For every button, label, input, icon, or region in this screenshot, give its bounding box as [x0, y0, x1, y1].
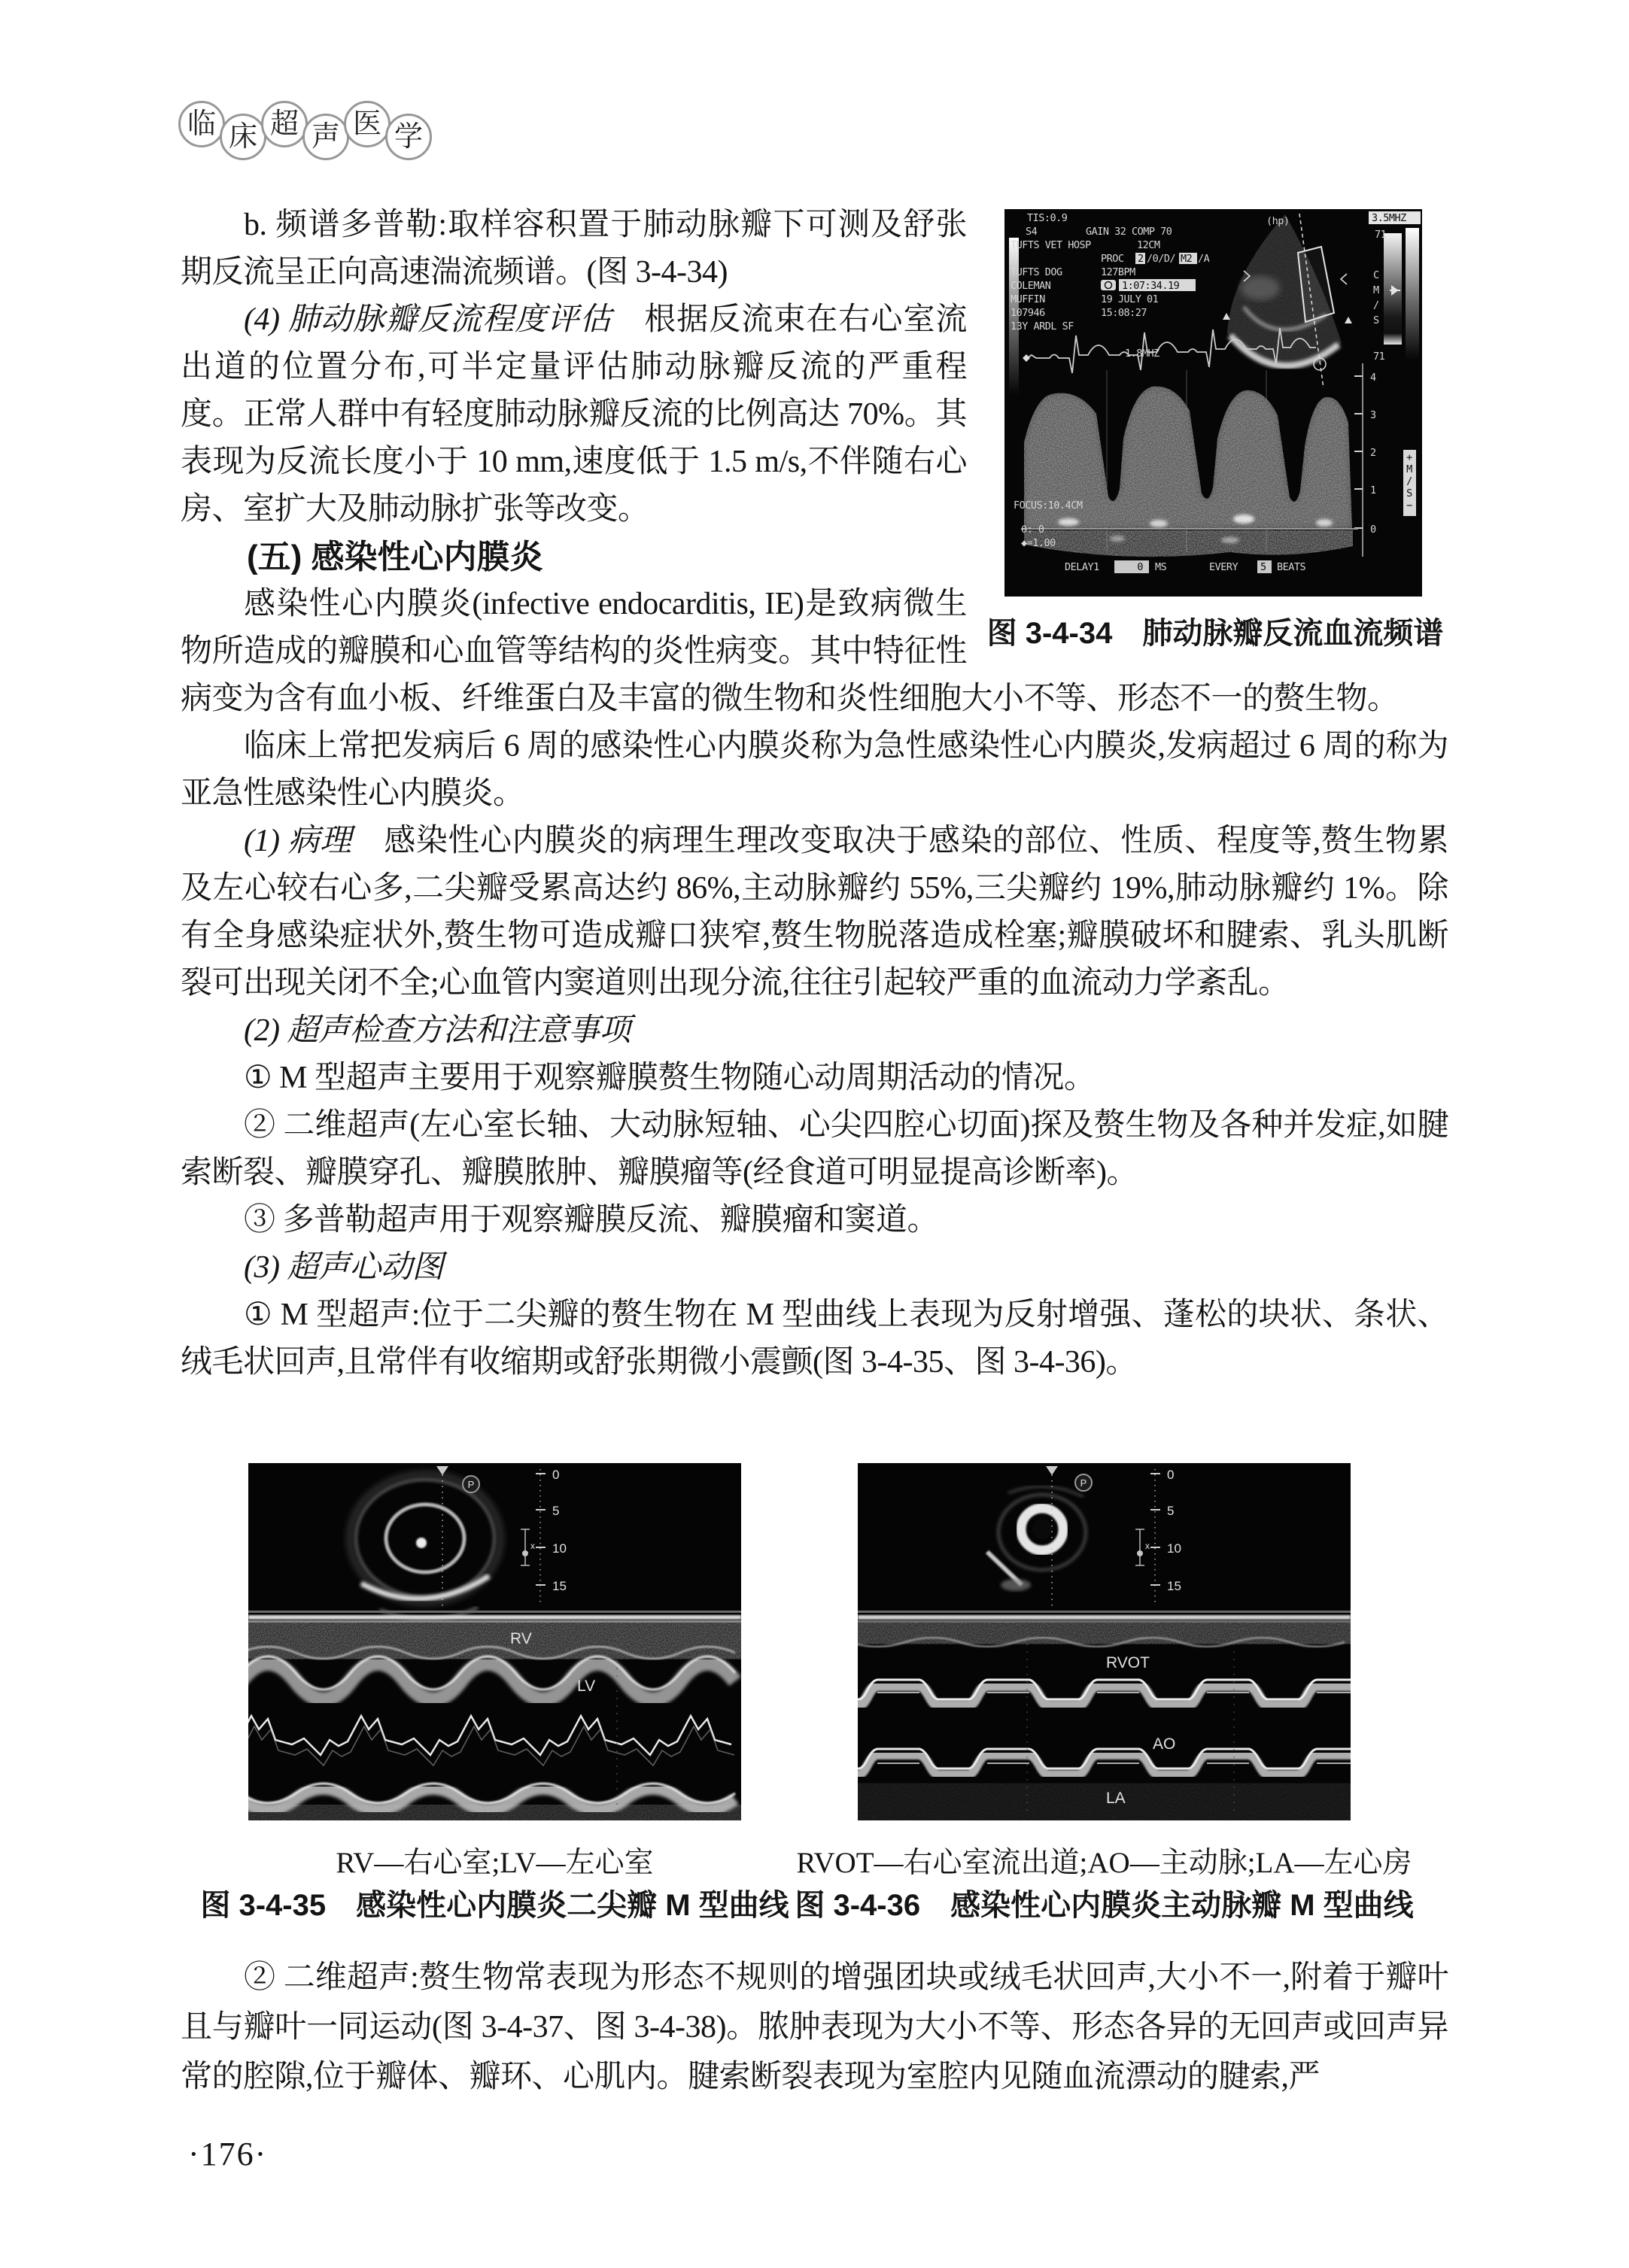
- svg-text:0: 0: [552, 1468, 560, 1482]
- image-divider: [858, 1611, 1351, 1613]
- ao-label: AO: [1153, 1735, 1176, 1753]
- la-label: LA: [1106, 1790, 1126, 1807]
- gain-bottom-value: 71: [1373, 351, 1385, 363]
- paragraph-text: ③ 多普勒超声用于观察瓣膜反流、瓣膜瘤和窦道。: [244, 1203, 939, 1237]
- figure-3-4-34-caption: 图 3-4-34 肺动脉瓣反流血流频谱: [986, 617, 1444, 650]
- gain-top-value: 71: [1375, 229, 1387, 241]
- patient-name: MUFFIN: [1011, 293, 1045, 305]
- probe-value: S4: [1026, 226, 1038, 238]
- caliper-label: x: [530, 1541, 535, 1551]
- paragraph-m-mode-use: [181, 1055, 1448, 1102]
- svg-text:3: 3: [1370, 409, 1376, 421]
- subheading-1: (1) 病理: [244, 824, 352, 858]
- figure-3-4-36-caption: 图 3-4-36 感染性心内膜炎主动脉瓣 M 型曲线: [795, 1889, 1414, 1922]
- figure-3-4-34: [982, 202, 1448, 674]
- svg-text:10: 10: [1167, 1541, 1181, 1556]
- proc-seg3: M2: [1181, 253, 1193, 265]
- figure-3-4-35: [200, 1463, 789, 1923]
- paragraph-text: 临床上常把发病后 6 周的感染性心内膜炎称为急性感染性心内膜炎,发病超过 6 周的称为亚急性感染性心内膜炎。: [181, 729, 1448, 811]
- figures-row: [181, 1463, 1448, 1960]
- delay-label: DELAY1: [1065, 561, 1099, 573]
- beats-unit: BEATS: [1277, 561, 1306, 573]
- owner-name: COLEMAN: [1011, 280, 1051, 292]
- svg-text:M: M: [1406, 463, 1412, 475]
- paragraph-doppler-use: [181, 1197, 1448, 1244]
- figure-3-4-35-legend: RV—右心室;LV—左心室: [336, 1847, 654, 1879]
- main-text-column: [181, 202, 1448, 1386]
- subject-name: TUFTS DOG: [1011, 266, 1062, 278]
- doppler-frequency: 1.8MHZ: [1125, 348, 1159, 360]
- delay-unit: MS: [1155, 561, 1167, 573]
- rvot-label: RVOT: [1106, 1654, 1150, 1671]
- caliper-label: x: [1145, 1541, 1150, 1551]
- gain-value: GAIN 32 COMP 70: [1086, 226, 1172, 238]
- figure-3-4-36-legend: RVOT—右心室流出道;AO—主动脉;LA—左心房: [796, 1847, 1412, 1879]
- heading-text: (五) 感染性心内膜炎: [247, 539, 543, 575]
- svg-text:4: 4: [1370, 372, 1376, 384]
- proc-seg1: 2: [1138, 253, 1144, 265]
- subheading-3: (3) 超声心动图: [244, 1250, 443, 1285]
- paragraph-text: ② 二维超声(左心室长轴、大动脉短轴、心尖四腔心切面)探及赘生物及各种并发症,如腱索断裂、瓣膜穿孔、瓣膜脓肿、瓣膜瘤等(经食道可明显提高诊断率)。: [181, 1108, 1448, 1190]
- beats-value: 5: [1260, 561, 1266, 573]
- logo-char: 声: [302, 114, 349, 160]
- paragraph-text: b. 频谱多普勒:取样容积置于肺动脉瓣下可测及舒张期反流呈正向高速湍流频谱。(图 3-4-34): [181, 208, 967, 290]
- svg-text:5: 5: [552, 1504, 560, 1518]
- logo-char: 临: [178, 101, 225, 147]
- calibration-value: ◆=1.00: [1021, 537, 1056, 549]
- svg-text:−: −: [1406, 499, 1412, 512]
- lv-label: LV: [577, 1677, 596, 1695]
- m-mode-aortic-image: [858, 1463, 1351, 1820]
- paragraph-text: ① M 型超声主要用于观察瓣膜赘生物随心动周期活动的情况。: [244, 1061, 1096, 1095]
- depth-value: 12CM: [1137, 239, 1160, 251]
- svg-text:2: 2: [1370, 447, 1376, 459]
- svg-text:0: 0: [1167, 1468, 1175, 1482]
- paragraph-ie-classification: [181, 723, 1448, 818]
- hp-logo: (hp): [1266, 215, 1290, 227]
- delay-value: 0: [1137, 561, 1143, 573]
- velocity-unit-labels: [1406, 451, 1412, 512]
- proc-label: PROC: [1101, 253, 1124, 265]
- svg-text:S: S: [1373, 314, 1379, 326]
- rv-label: RV: [510, 1630, 532, 1647]
- svg-text:15: 15: [1167, 1579, 1181, 1593]
- svg-text:M: M: [1373, 284, 1379, 296]
- patient-id: 107946: [1011, 307, 1045, 319]
- paragraph-text: 感染性心内膜炎的病理生理改变取决于感染的部位、性质、程度等,赘生物累及左心较右心多,二尖瓣受累高达约 86%,主动脉瓣约 55%,三尖瓣约 19%,肺动脉瓣约 1%。除有全身感染症状外,赘生物可造成瓣口狭窄,赘生物脱落造成栓塞;瓣膜破坏和腱索、乳头肌断裂可出现关闭不全;心血管内窦道则出现分流,往往引起较严重的血流动力学紊乱。: [181, 824, 1448, 1000]
- svg-text:5: 5: [1167, 1504, 1175, 1518]
- svg-text:C: C: [1373, 269, 1379, 281]
- exam-time: 15:08:27: [1101, 307, 1147, 319]
- svg-text:+: +: [1406, 451, 1412, 463]
- svg-text:/: /: [1373, 299, 1379, 311]
- subheading-echocardiogram: [181, 1244, 1448, 1292]
- p-marker-label: P: [1080, 1477, 1087, 1489]
- grayscale-bar-right: [1406, 228, 1419, 362]
- svg-text:S: S: [1406, 487, 1412, 499]
- exam-date: 19 JULY 01: [1101, 293, 1159, 305]
- paragraph-m-mode-findings: [181, 1292, 1448, 1386]
- logo-char: 床: [220, 114, 266, 160]
- angle-value: θ: 0: [1021, 524, 1044, 536]
- svg-text:/: /: [1406, 475, 1412, 487]
- figure-3-4-36: [795, 1463, 1414, 1923]
- paragraph-text: ① M 型超声:位于二尖瓣的赘生物在 M 型曲线上表现为反射增强、蓬松的块状、条状、绒毛状回声,且常伴有收缩期或舒张期微小震颤(图 3-4-35、图 3-4-36)。: [181, 1298, 1448, 1380]
- probe-frequency: 3.5MHZ: [1372, 212, 1406, 224]
- paragraph-text: 感染性心内膜炎(infective endocarditis, IE)是致病微生物所造成的瓣膜和心血管等结构的炎性病变。其中特征性病变为含有血小板、纤维蛋白及丰富的微生物和炎性细胞大小不等、形态不一的赘生物。: [181, 587, 1399, 716]
- figure-3-4-35-caption: 图 3-4-35 感染性心内膜炎二尖瓣 M 型曲线: [200, 1889, 789, 1922]
- m-mode-mitral-image: [248, 1463, 741, 1820]
- paragraph-2d-findings: [181, 1953, 1448, 2102]
- logo-char: 医: [344, 101, 391, 147]
- logo-char: 超: [261, 101, 308, 147]
- timer-value: 1:07:34.19: [1122, 280, 1180, 292]
- focus-value: FOCUS:10.4CM: [1014, 499, 1083, 512]
- every-label: EVERY: [1209, 561, 1238, 573]
- svg-text:0: 0: [1370, 524, 1376, 536]
- proc-seg4: /A: [1198, 253, 1210, 265]
- paragraph-2d-use: [181, 1102, 1448, 1197]
- subheading-4: (4) 肺动脉瓣反流程度评估: [244, 302, 612, 337]
- book-logo: [178, 101, 432, 153]
- heart-rate: 127BPM: [1101, 266, 1135, 278]
- logo-char: 学: [385, 114, 432, 160]
- subheading-methods: [181, 1007, 1448, 1055]
- tis-value: TIS:0.9: [1027, 212, 1068, 224]
- p-marker-label: P: [467, 1479, 475, 1490]
- image-divider: [248, 1611, 741, 1613]
- paragraph-text: 根据反流束在右心室流出道的位置分布,可半定量评估肺动脉瓣反流的严重程度。正常人群中有轻度肺动脉瓣反流的比例高达 70%。其表现为反流长度小于 10 mm,速度低于 1.5 m/s,不伴随右心房、室扩大及肺动脉扩张等改变。: [181, 302, 967, 527]
- signalment: 13Y ARDL SF: [1011, 320, 1074, 332]
- svg-text:10: 10: [552, 1541, 567, 1556]
- proc-seg2: /0/D/: [1147, 253, 1176, 265]
- svg-text:15: 15: [552, 1579, 567, 1593]
- subheading-2: (2) 超声检查方法和注意事项: [244, 1013, 631, 1048]
- paragraph-pathology: [181, 818, 1448, 1007]
- page-number: ·176·: [188, 2136, 268, 2172]
- delay-value-box: [1114, 560, 1149, 573]
- ultrasound-spectral-doppler-image: [1004, 209, 1422, 597]
- paragraph-text: ② 二维超声:赘生物常表现为形态不规则的增强团块或绒毛状回声,大小不一,附着于瓣叶且与瓣叶一同运动(图 3-4-37、图 3-4-38)。脓肿表现为大小不等、形态各异的无回声或回声异常的腔隙,位于瓣体、瓣环、心肌内。腱索断裂表现为室腔内见随血流漂动的腱索,严: [181, 1960, 1448, 2094]
- hospital-name: TUFTS VET HOSP: [1011, 239, 1091, 251]
- svg-text:1: 1: [1370, 484, 1376, 496]
